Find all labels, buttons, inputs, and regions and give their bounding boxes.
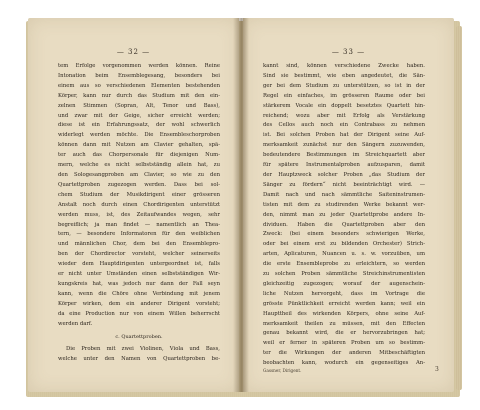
text-line: welche unter den Namen von Quartettproben be-	[58, 356, 220, 363]
text-line: stärkerem Vocale ein doppelt besetztes Quartett hin-	[263, 102, 425, 109]
text-line: ger bei dem Studium zu unterstützen, so ist in der	[263, 82, 425, 89]
text-line: dividuen. Haben die Quartettproben aber den	[263, 221, 425, 228]
right-page-text	[263, 62, 425, 369]
text-line: Anstalt noch durch einen Chordirigenten unterstützt	[58, 201, 220, 208]
open-book	[26, 18, 460, 396]
text-line: wieder dem Hauptdirigenten untergeordnet ist, falls	[58, 261, 220, 268]
text-line: Haupttheil des wirkenden Körpers, ohne seine Auf-	[263, 310, 425, 317]
text-line: ist. Bei solchen Proben hat der Dirigent seine Auf-	[263, 132, 425, 139]
text-line: und männlichen Chor, dem bei den Ensemblepro-	[58, 241, 220, 248]
text-line: er nicht unter Umständen einen selbstständigen Wir-	[58, 271, 220, 278]
text-line: Körper, kann nur durch das Studium mit den ein-	[58, 92, 220, 99]
text-line: chem Studium der Musikdirigent einer grösseren	[58, 191, 220, 198]
text-line: bedeutendere Bestimmungen im Streichquartett aber	[263, 152, 425, 159]
text-line: Damit nach und nach sämmtliche Saiteninstrumen-	[263, 191, 425, 198]
text-line: mern, welche es nicht selbstständig allein hat, zu	[58, 162, 220, 169]
text-line: Sänger zu fördern“ nicht beeinträchtigt wird. —	[263, 181, 425, 188]
text-line: kungskreis hat, was jedoch nur dann der Fall seyn	[58, 280, 220, 287]
text-line: Quartettproben zugezogen werden. Dass bei sol-	[58, 181, 220, 188]
text-line: oder bei einem erst zu bildenden Orchester) Strich-	[263, 241, 425, 248]
text-line: gleichzeitig zugezogen; worauf der augenschein-	[263, 280, 425, 287]
text-line: diese ist ein Erfahrungssatz, der wohl schwerlich	[58, 122, 220, 129]
text-line: den, nimmt man zu jeder Quartettprobe andere In-	[263, 211, 425, 218]
text-line: widerlegt werden möchte. Die Ensembleschorproben	[58, 132, 220, 139]
footer-signature-mark: 3	[435, 366, 439, 373]
text-line: reichend; wozu aber mit Erfolg als Verstärkung	[263, 112, 425, 119]
page-footer	[263, 366, 439, 373]
text-line: können dann mit Nutzen am Clavier gehalten, spä-	[58, 142, 220, 149]
page-number-left: — 32 —	[116, 48, 151, 56]
left-page-text	[58, 62, 220, 365]
text-line: zelnen Stimmen (Sopran, Alt, Tenor und Bass),	[58, 102, 220, 109]
text-line: grösste Pünktlichkeit erreicht werden kann; weil ein	[263, 300, 425, 307]
text-line: begreiflich; ja man findet — namentlich an Thea-	[58, 221, 220, 228]
text-line: Sind sie bestimmt, wie eben angedeutet, die Sän-	[263, 72, 425, 79]
section-heading: c. Quartettproben.	[115, 334, 163, 341]
text-line: den Sologesangproben am Clavier, so wie zu den	[58, 171, 220, 178]
text-line: tem Erfolge vorgenommen werden können. Reine	[58, 63, 220, 69]
text-line: Zweck: (bei einem besonders schwierigen Werke,	[263, 231, 425, 238]
text-line: Intonation beim Ensemblegesang, besonders bei	[58, 72, 220, 79]
right-page	[243, 18, 454, 392]
text-line: zu solchen Proben sämmtliche Streichinstrumentisten	[263, 271, 425, 278]
text-line: Regel ein einfaches, im grösseren Raume oder bei	[263, 92, 425, 99]
text-line: für spätere Instrumentalproben aufzusparen, damit	[263, 162, 425, 169]
text-line: Körper wirken, dem ein anderer Dirigent vorsteht;	[58, 300, 220, 307]
text-line: genau bekannt wird, die er hervorzubringen hat;	[263, 330, 425, 337]
text-line: da eine Production nur von einem Willen beherrscht	[58, 310, 220, 317]
text-line: beobachten kann, wodurch ein gegenseitiges An-	[263, 360, 425, 367]
text-line: tern, — besondere Informatoren für den weiblichen	[58, 231, 220, 238]
text-line: einem aus so verschiedenen Elementen bestehenden	[58, 82, 220, 89]
text-line: tisten mit dem zu studirenden Werke bekannt wer-	[263, 201, 425, 208]
text-line: Die Proben mit zwei Violinen, Viola und Bass,	[66, 346, 220, 353]
text-line: werden muss, ist, des Zeitaufwandes wegen, sehr	[58, 211, 220, 218]
text-line: der Hauptzweck solcher Proben „das Studium der	[263, 171, 425, 178]
text-line: kann, wenn die Chöre ohne Verbindung mit jenem	[58, 290, 220, 297]
page-number-right: — 33 —	[331, 48, 366, 56]
text-line: liche Nutzen hervorgeht, dass im Vortrage die	[263, 290, 425, 297]
left-page	[28, 18, 239, 392]
text-line: und zwar mit der Geige, sicher erreicht werden;	[58, 112, 220, 119]
text-line: merksamkeit zunächst nur den Sängern zuzuwenden,	[263, 142, 425, 149]
text-line: merksamkeit theilen zu müssen, mit den Effecten	[263, 320, 425, 327]
text-line: des Cellos auch noch ein Contrabass zu nehmen	[263, 122, 425, 129]
text-line: ter die Wirkungen der anderen Mitbeschäftigten	[263, 350, 425, 357]
text-line: kannt sind, können verschiedene Zwecke haben.	[263, 63, 425, 69]
text-line: die erste Ensembleprobe zu erleichtern, so werden	[263, 261, 425, 268]
text-line: werden darf.	[58, 320, 93, 327]
book-gutter	[233, 18, 249, 392]
text-line: ter auch das Chorpersonale für diejenigen Num-	[58, 152, 220, 159]
footer-author: Gassner, Dirigent.	[263, 368, 302, 373]
text-line: weil er ferner in späteren Proben um so bestimm-	[263, 340, 425, 347]
text-line: ben der Chordirector vorsteht, welcher seinerseits	[58, 251, 220, 258]
text-line: arten, Aplicaturen, Nuancen u. s. w. vorzuüben, um	[263, 251, 425, 258]
page-stack-edge	[456, 26, 462, 390]
